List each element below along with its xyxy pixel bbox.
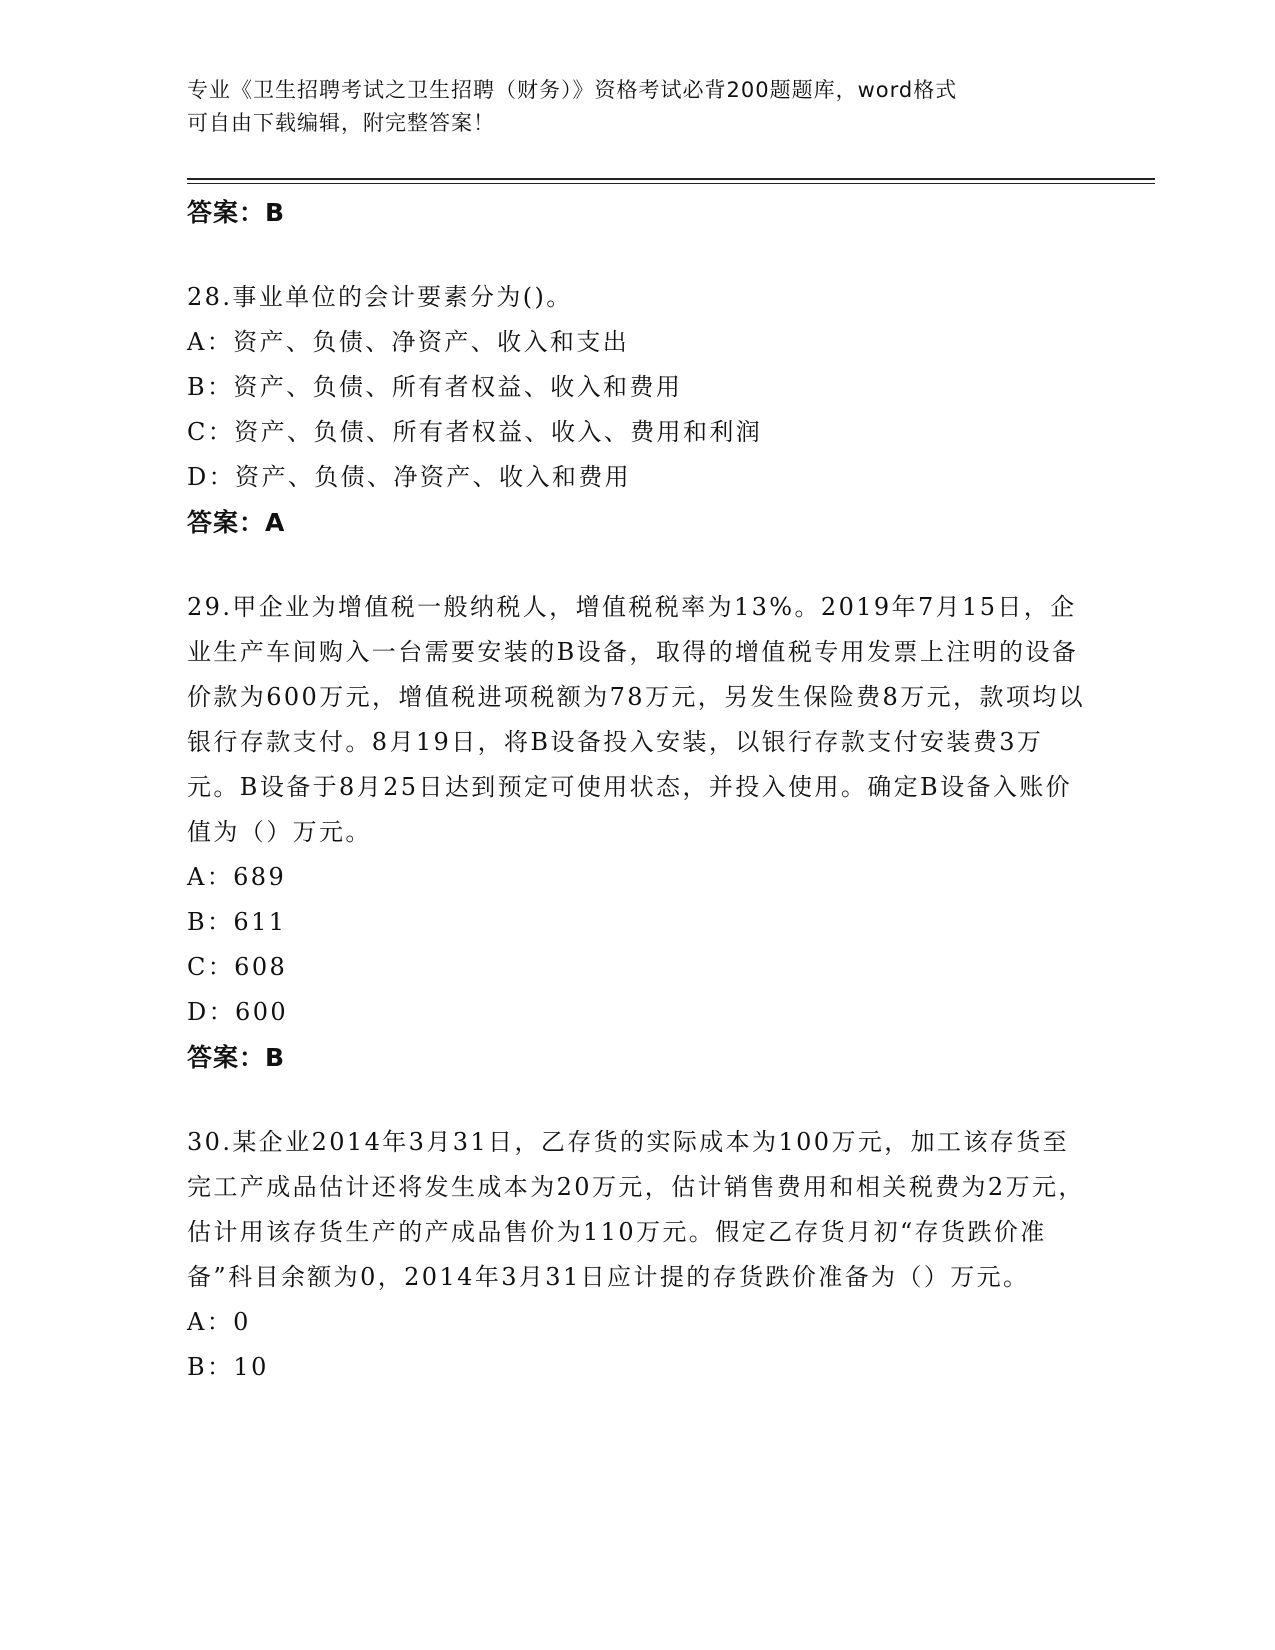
option-a: A：689 xyxy=(187,863,287,891)
question-list xyxy=(187,190,1087,1390)
previous-answer: 答案：B xyxy=(187,198,286,227)
question-stem: 30.某企业2014年3月31日，乙存货的实际成本为100万元，加工该存货至完工产成品估计还将发生成本为20万元，估计销售费用和相关税费为2万元，估计用该存货生产的产成品售价为110万元。假定乙存货月初“存货跌价准备”科目余额为0，2014年3月31日应计提的存货跌价准备为（）万元。 xyxy=(187,1128,1085,1291)
answer: 答案：A xyxy=(187,508,286,537)
document-header xyxy=(187,74,1067,140)
header-line-2: 可自由下载编辑，附完整答案！ xyxy=(187,111,495,135)
header-rule-thin xyxy=(187,183,1155,184)
option-a: A：资产、负债、净资产、收入和支出 xyxy=(187,328,630,356)
header-line-1: 专业《卫生招聘考试之卫生招聘（财务）》资格考试必背200题题库，word格式 xyxy=(187,78,958,102)
option-b: B：10 xyxy=(187,1353,269,1381)
answer: 答案：B xyxy=(187,1043,286,1072)
option-d: D：600 xyxy=(187,998,289,1026)
option-c: C：608 xyxy=(187,953,288,981)
option-d: D：资产、负债、净资产、收入和费用 xyxy=(187,463,632,491)
question-28 xyxy=(187,275,1087,545)
question-stem: 29.甲企业为增值税一般纳税人，增值税税率为13%。2019年7月15日，企业生产车间购入一台需要安装的B设备，取得的增值税专用发票上注明的设备价款为600万元，增值税进项税额为78万元，另发生保险费8万元，款项均以银行存款支付。8月19日，将B设备投入安装，以银行存款支付安装费3万元。B设备于8月25日达到预定可使用状态，并投入使用。确定B设备入账价值为（）万元。 xyxy=(187,593,1086,846)
option-b: B：611 xyxy=(187,908,287,936)
option-c: C：资产、负债、所有者权益、收入、费用和利润 xyxy=(187,418,763,446)
question-30 xyxy=(187,1120,1087,1390)
question-29 xyxy=(187,585,1087,1080)
option-b: B：资产、负债、所有者权益、收入和费用 xyxy=(187,373,683,401)
question-stem: 28.事业单位的会计要素分为()。 xyxy=(187,283,573,311)
header-rule-thick xyxy=(187,178,1155,180)
option-a: A：0 xyxy=(187,1308,251,1336)
